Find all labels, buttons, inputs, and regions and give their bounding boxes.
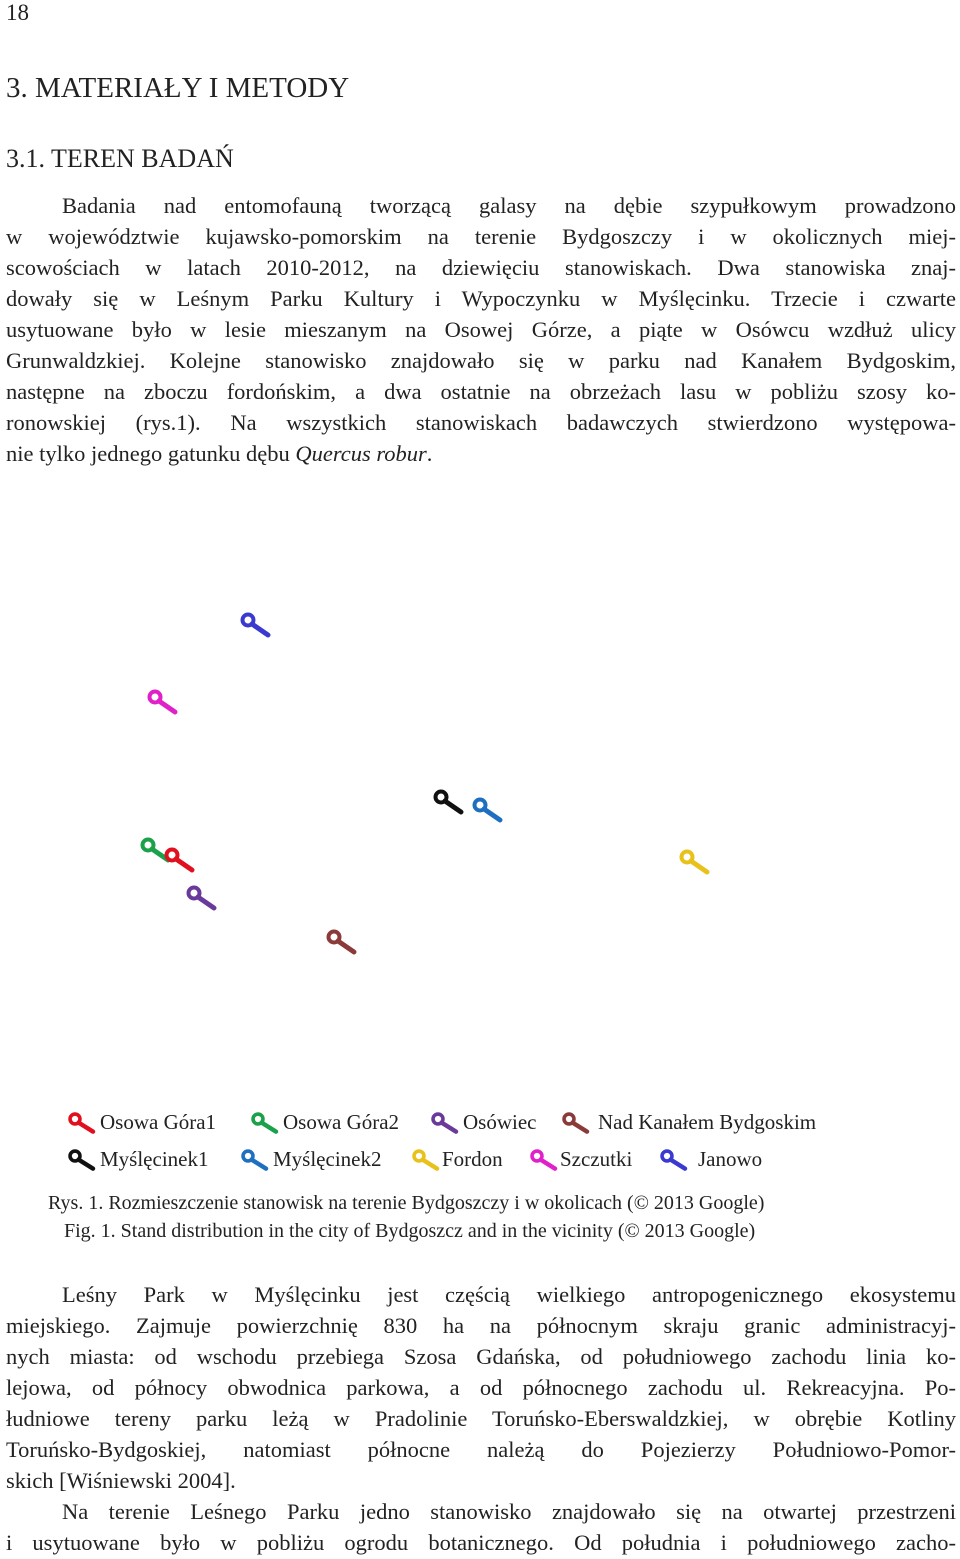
legend-item (660, 1147, 762, 1172)
text-line: miejskiego. Zajmuje powierzchnię 830 ha na północnym skraju granic administracyj- (6, 1313, 956, 1338)
pin-icon (68, 1148, 98, 1172)
site-map (0, 575, 960, 995)
text-line: ronowskiej (rys.1). Na wszystkich stanowiskach badawczych stwierdzono występowa- (6, 410, 956, 435)
text-line: scowościach w latach 2010-2012, na dziewięciu stanowiskach. Dwa stanowiska znaj- (6, 255, 956, 280)
legend-label: Janowo (698, 1147, 763, 1171)
legend-item (68, 1147, 208, 1172)
figure-caption-en: Fig. 1. Stand distribution in the city of Bydgoszcz and in the vicinity (© 2013 Google) (64, 1220, 756, 1242)
pin-icon (562, 1111, 596, 1135)
paragraph-study-area (6, 190, 956, 469)
pin-icon (241, 1148, 271, 1172)
pin-icon (431, 1111, 461, 1135)
text-line: usytuowane było w lesie mieszanym na Osowej Górze, a piąte w Osówcu wzdłuż ulicy (6, 317, 956, 342)
text-line: Na terenie Leśnego Parku jedno stanowisko znajdowało się na otwartej przestrzeni (62, 1499, 956, 1524)
text-line: i usytuowane było w pobliżu ogrodu botanicznego. Od południa i południowego zacho- (6, 1530, 956, 1555)
text-line: Leśny Park w Myślęcinku jest częścią wielkiego antropogenicznego ekosystemu (62, 1282, 956, 1307)
legend-label: Nad Kanałem Bydgoskim (598, 1110, 817, 1134)
legend-item (68, 1110, 216, 1135)
legend-label: Myślęcinek1 (100, 1147, 209, 1171)
legend-label: Fordon (442, 1147, 503, 1171)
legend-label: Myślęcinek2 (273, 1147, 382, 1171)
site-marker-janowo (243, 615, 269, 636)
legend-item (251, 1110, 399, 1135)
site-marker-nad-kana-em-bydgoskim (329, 932, 355, 953)
section-title: 3. MATERIAŁY I METODY (6, 72, 350, 104)
figure-caption-pl: Rys. 1. Rozmieszczenie stanowisk na terenie Bydgoszczy i w okolicach (© 2013 Google) (48, 1192, 765, 1214)
site-marker-szczutki (150, 692, 176, 713)
text-line: Badania nad entomofauną tworzącą galasy na dębie szypułkowym prowadzono (62, 193, 956, 218)
text-line: lejowa, od północy obwodnica parkowa, a od północnego zachodu ul. Rekreacyjna. Po- (6, 1375, 956, 1400)
text-line-part: nie tylko jednego gatunku dębu (6, 441, 290, 466)
legend-item (431, 1110, 536, 1135)
pin-icon (68, 1111, 98, 1135)
legend-item (530, 1147, 632, 1172)
legend-item (241, 1147, 381, 1172)
text-line (6, 438, 956, 469)
site-marker-os-wiec (189, 888, 215, 909)
pin-icon (412, 1148, 440, 1172)
text-line: nych miasta: od wschodu przebiega Szosa Gdańska, od południowego zachodu linia ko- (6, 1344, 956, 1369)
species-name: Quercus robur (295, 441, 427, 466)
paragraph-park-sites (6, 1496, 956, 1558)
legend-label: Osowa Góra1 (100, 1110, 217, 1134)
site-marker-osowa-g-ra2 (143, 840, 169, 861)
legend-item (562, 1110, 816, 1135)
site-marker-my-l-cinek2 (475, 800, 501, 821)
pin-icon (251, 1111, 281, 1135)
text-line: w województwie kujawsko-pomorskim na terenie Bydgoszczy i w okolicznych miej- (6, 224, 956, 249)
legend-label: Osówiec (463, 1110, 537, 1134)
text-line: następne na zboczu fordońskim, a dwa ostatnie na obrzeżach lasu w pobliżu szosy ko- (6, 379, 956, 404)
text-line: Grunwaldzkiej. Kolejne stanowisko znajdowało się w parku nad Kanałem Bydgoskim, (6, 348, 956, 373)
text-line: skich [Wiśniewski 2004]. (6, 1468, 236, 1493)
site-marker-my-l-cinek1 (436, 792, 462, 813)
text-line: Toruńsko-Bydgoskiej, natomiast północne należą do Pojezierzy Południowo-Pomor- (6, 1437, 956, 1462)
pin-icon (530, 1148, 558, 1172)
text-line-end: . (426, 441, 433, 466)
subsection-title: 3.1. TEREN BADAŃ (6, 144, 234, 173)
site-marker-osowa-g-ra1 (167, 850, 193, 871)
site-marker-fordon (682, 852, 708, 873)
text-line: dowały się w Leśnym Parku Kultury i Wypoczynku w Myślęcinku. Trzecie i czwarte (6, 286, 956, 311)
text-line: łudniowe tereny parku leżą w Pradolinie Toruńsko-Eberswaldzkiej, w obrębie Kotliny (6, 1406, 956, 1431)
legend-item (412, 1147, 503, 1172)
legend-label: Osowa Góra2 (283, 1110, 400, 1134)
pin-icon (660, 1148, 696, 1172)
page-number: 18 (6, 0, 29, 25)
paragraph-park-description (6, 1279, 956, 1496)
legend-label: Szczutki (560, 1147, 633, 1171)
